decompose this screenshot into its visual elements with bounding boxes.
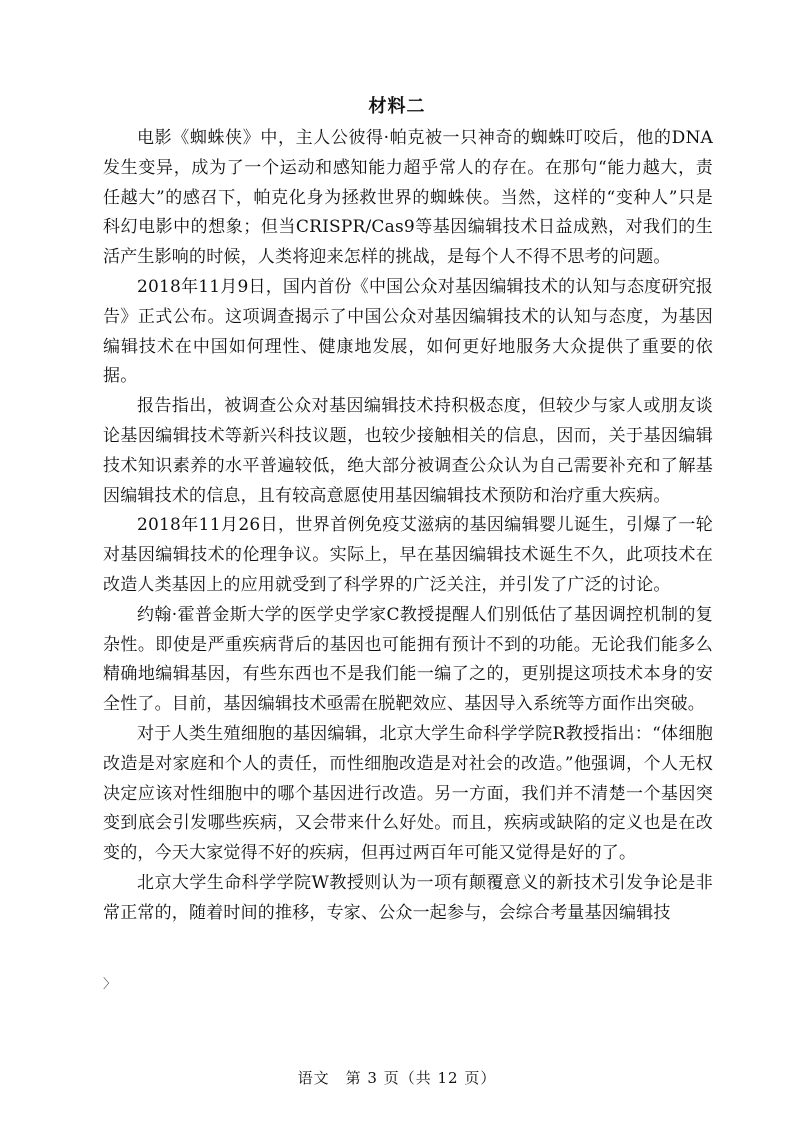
margin-mark: 〉: [103, 977, 117, 992]
section-title: 材料二: [368, 96, 426, 117]
paragraph: 电影《蜘蛛侠》中，主人公彼得·帕克被一只神奇的蜘蛛叮咬后，他的DNA发生变异，成为了一个运动和感知能力超乎常人的存在。在那句“能力越大，责任越大”的感召下，帕克化身为拯救世界的蜘蛛侠。当然，这样的“变种人”只是科幻电影中的想象；但当CRISPR/Cas9等基因编辑技术日益成熟，对我们的生活产生影响的时候，人类将迎来怎样的挑战，是每个人不得不思考的问题。: [103, 128, 713, 268]
paragraph: 对于人类生殖细胞的基因编辑，北京大学生命科学学院R教授指出：“体细胞改造是对家庭和个人的责任，而性细胞改造是对社会的改造。”他强调，个人无权决定应该对性细胞中的哪个基因进行改造。另一方面，我们并不清楚一个基因突变到底会引发哪些疾病，又会带来什么好处。而且，疾病或缺陷的定义也是在改变的，今天大家觉得不好的疾病，但再过两百年可能又觉得是好的了。: [103, 723, 713, 864]
article-body: [103, 124, 713, 929]
paragraph: 2018年11月9日，国内首份《中国公众对基因编辑技术的认知与态度研究报告》正式公布。这项调查揭示了中国公众对基因编辑技术的认知与态度，为基因编辑技术在中国如何理性、健康地发展，如何更好地服务大众提供了重要的依据。: [103, 276, 713, 387]
paragraph: 约翰·霍普金斯大学的医学史学家C教授提醒人们别低估了基因调控机制的复杂性。即使是严重疾病背后的基因也可能拥有预计不到的功能。无论我们能多么精确地编辑基因，有些东西也不是我们能一编了之的，更别提这项技术本身的安全性了。目前，基因编辑技术亟需在脱靶效应、基因导入系统等方面作出突破。: [103, 604, 713, 715]
paragraph: 2018年11月26日，世界首例免疫艾滋病的基因编辑婴儿诞生，引爆了一轮对基因编辑技术的伦理争议。实际上，早在基因编辑技术诞生不久，此项技术在改造人类基因上的应用就受到了科学界的广泛关注，并引发了广泛的讨论。: [103, 515, 713, 595]
page-footer: 语文 第 3 页（共 12 页）: [297, 1069, 497, 1087]
paragraph: 北京大学生命科学学院W教授则认为一项有颠覆意义的新技术引发争论是非常正常的，随着时间的推移，专家、公众一起参与，会综合考量基因编辑技: [103, 872, 713, 923]
paragraph: 报告指出，被调查公众对基因编辑技术持积极态度，但较少与家人或朋友谈论基因编辑技术等新兴科技议题，也较少接触相关的信息，因而，关于基因编辑技术知识素养的水平普遍较低，绝大部分被调查公众认为自己需要补充和了解基因编辑技术的信息，且有较高意愿使用基因编辑技术预防和治疗重大疾病。: [103, 396, 713, 506]
